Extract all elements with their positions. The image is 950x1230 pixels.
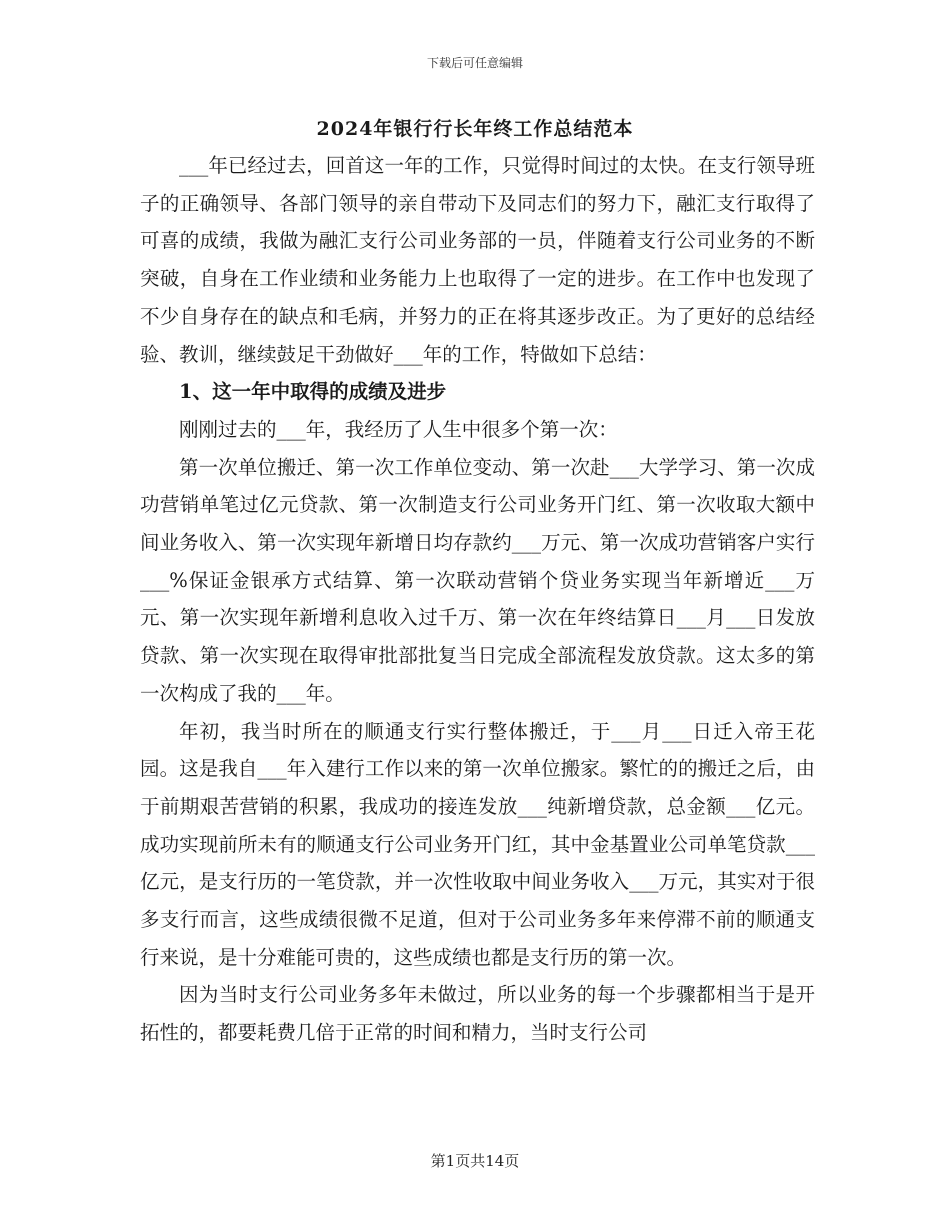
document-body: [140, 147, 815, 1052]
paragraph-intro: ___年已经过去，回首这一年的工作，只觉得时间过的太快。在支行领导班子的正确领导、各部门领导的亲自带动下及同志们的努力下，融汇支行取得了可喜的成绩，我做为融汇支行公司业务部的一员，伴随着支行公司业务的不断突破，自身在工作业绩和业务能力上也取得了一定的进步。在工作中也发现了不少自身存在的缺点和毛病，并努力的正在将其逐步改正。为了更好的总结经验、教训，继续鼓足干劲做好___年的工作，特做如下总结：: [140, 154, 815, 366]
page-footer: 第1页共14页: [430, 1152, 520, 1170]
header-note: 下载后可任意编辑: [426, 56, 523, 70]
paragraph: 因为当时支行公司业务多年未做过，所以业务的每一个步骤都相当于是开拓性的，都要耗费几倍于正常的时间和精力，当时支行公司: [140, 983, 815, 1045]
paragraph: 年初，我当时所在的顺通支行实行整体搬迁，于___月___日迁入帝王花园。这是我自___年入建行工作以来的第一次单位搬家。繁忙的的搬迁之后，由于前期艰苦营销的积累，我成功的接连发放___纯新增贷款，总金额___亿元。成功实现前所未有的顺通支行公司业务开门红，其中金基置业公司单笔贷款___亿元，是支行历的一笔贷款，并一次性收取中间业务收入___万元，其实对于很多支行而言，这些成绩很微不足道，但对于公司业务多年来停滞不前的顺通支行来说，是十分难能可贵的，这些成绩也都是支行历的第一次。: [140, 719, 815, 969]
section-heading: 1、这一年中取得的成绩及进步: [179, 380, 447, 404]
document-title: 2024年银行行长年终工作总结范本: [316, 118, 634, 140]
paragraph: 第一次单位搬迁、第一次工作单位变动、第一次赴___大学学习、第一次成功营销单笔过亿元贷款、第一次制造支行公司业务开门红、第一次收取大额中间业务收入、第一次实现年新增日均存款约___万元、第一次成功营销客户实行___%保证金银承方式结算、第一次联动营销个贷业务实现当年新增近___万元、第一次实现年新增利息收入过千万、第一次在年终结算日___月___日发放贷款、第一次实现在取得审批部批复当日完成全部流程发放贷款。这太多的第一次构成了我的___年。: [140, 455, 815, 705]
paragraph: 刚刚过去的___年，我经历了人生中很多个第一次：: [179, 417, 618, 441]
